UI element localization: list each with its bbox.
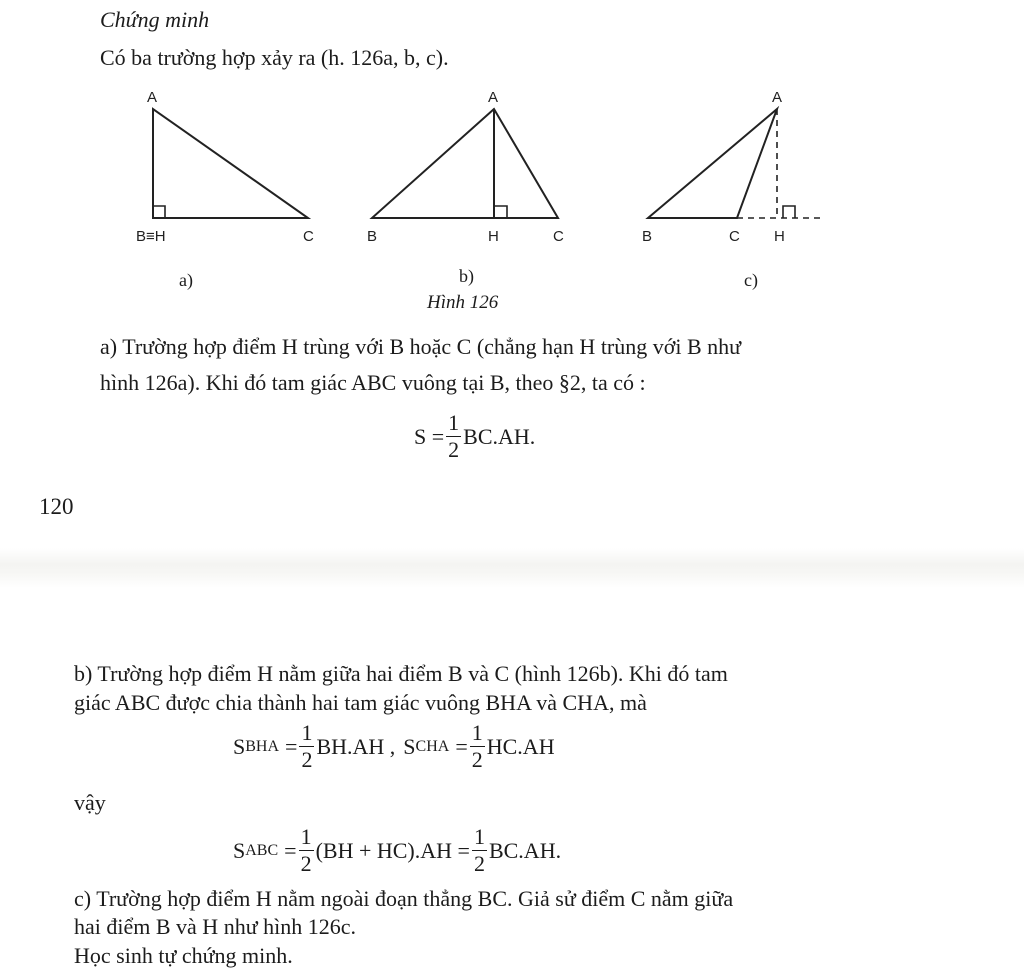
right-angle-mark: [153, 206, 165, 218]
denominator: 2: [473, 851, 485, 876]
equals-sign: =: [285, 733, 298, 759]
figure-126c: [630, 84, 830, 244]
page-number: 120: [39, 494, 74, 519]
caption-c: c): [744, 270, 758, 290]
figure-126a: [120, 84, 340, 244]
right-angle-mark: [494, 206, 507, 218]
equation-abc: [233, 826, 561, 875]
label-h: H: [488, 228, 499, 244]
denominator: 2: [301, 747, 313, 772]
equals-sign: =: [455, 733, 468, 759]
part-a-line-1: a) Trường hợp điểm H trùng với B hoặc C (chẳng hạn H trùng với B như: [100, 334, 742, 359]
denominator: 2: [471, 747, 483, 772]
subscript-abc: ABC: [245, 841, 279, 859]
eq-rhs: BC.AH.: [463, 423, 536, 449]
part-c-line-3: Học sinh tự chứng minh.: [74, 943, 293, 968]
label-a: A: [488, 89, 499, 106]
label-h: H: [774, 228, 785, 244]
label-c: C: [553, 228, 564, 244]
label-c: C: [303, 228, 314, 244]
denominator: 2: [300, 851, 312, 876]
intro-text: Có ba trường hợp xảy ra (h. 126a, b, c).: [100, 45, 449, 70]
triangle-abc-b: [372, 109, 558, 218]
eq-lhs: S =: [414, 423, 445, 449]
label-b: B: [642, 228, 653, 244]
eq-bc-ah: BC.AH.: [488, 837, 562, 863]
fraction-half: [446, 412, 461, 461]
numerator: 1: [300, 824, 312, 849]
s-symbol: S: [403, 733, 416, 759]
right-angle-mark: [783, 206, 795, 218]
triangle-abc-a: [153, 109, 308, 218]
numerator: 1: [301, 720, 313, 745]
label-a: A: [147, 89, 158, 106]
denominator: 2: [448, 437, 460, 462]
fraction-half: [472, 826, 487, 875]
numerator: 1: [471, 720, 483, 745]
triangle-abc-c: [648, 109, 777, 218]
part-c-line-1: c) Trường hợp điểm H nằm ngoài đoạn thẳng BC. Giả sử điểm C nằm giữa: [74, 886, 734, 911]
part-a-line-2: hình 126a). Khi đó tam giác ABC vuông tại B, theo §2, ta có :: [100, 370, 646, 395]
subscript-cha: CHA: [415, 737, 450, 755]
equation-area-a: [414, 412, 535, 461]
fraction-half: [299, 722, 314, 771]
page-break: [0, 548, 1024, 588]
figure-126b: [360, 84, 580, 244]
vay-text: vậy: [74, 790, 106, 815]
part-b-line-1: b) Trường hợp điểm H nằm giữa hai điểm B và C (hình 126b). Khi đó tam: [74, 661, 728, 686]
label-c: C: [729, 228, 740, 244]
part-c-line-2: hai điểm B và H như hình 126c.: [74, 914, 356, 939]
eq-bh-ah: BH.AH ,: [316, 733, 396, 759]
label-b-h: B≡H: [136, 228, 166, 244]
equals-sign: =: [284, 837, 297, 863]
fraction-half: [299, 826, 314, 875]
figure-title: Hình 126: [427, 292, 499, 313]
equation-bha-cha: [233, 722, 555, 771]
s-symbol: S: [233, 837, 246, 863]
subscript-bha: BHA: [245, 737, 280, 755]
label-a: A: [772, 89, 783, 106]
caption-b: b): [459, 266, 474, 286]
numerator: 1: [473, 824, 485, 849]
proof-heading: Chứng minh: [100, 7, 210, 32]
label-b: B: [367, 228, 378, 244]
part-b-line-2: giác ABC được chia thành hai tam giác vuông BHA và CHA, mà: [74, 690, 647, 715]
fraction-half: [470, 722, 485, 771]
eq-sum-ah: (BH + HC).AH =: [315, 837, 470, 863]
s-symbol: S: [233, 733, 246, 759]
caption-a: a): [179, 270, 193, 290]
numerator: 1: [448, 410, 460, 435]
eq-hc-ah: HC.AH: [486, 733, 555, 759]
